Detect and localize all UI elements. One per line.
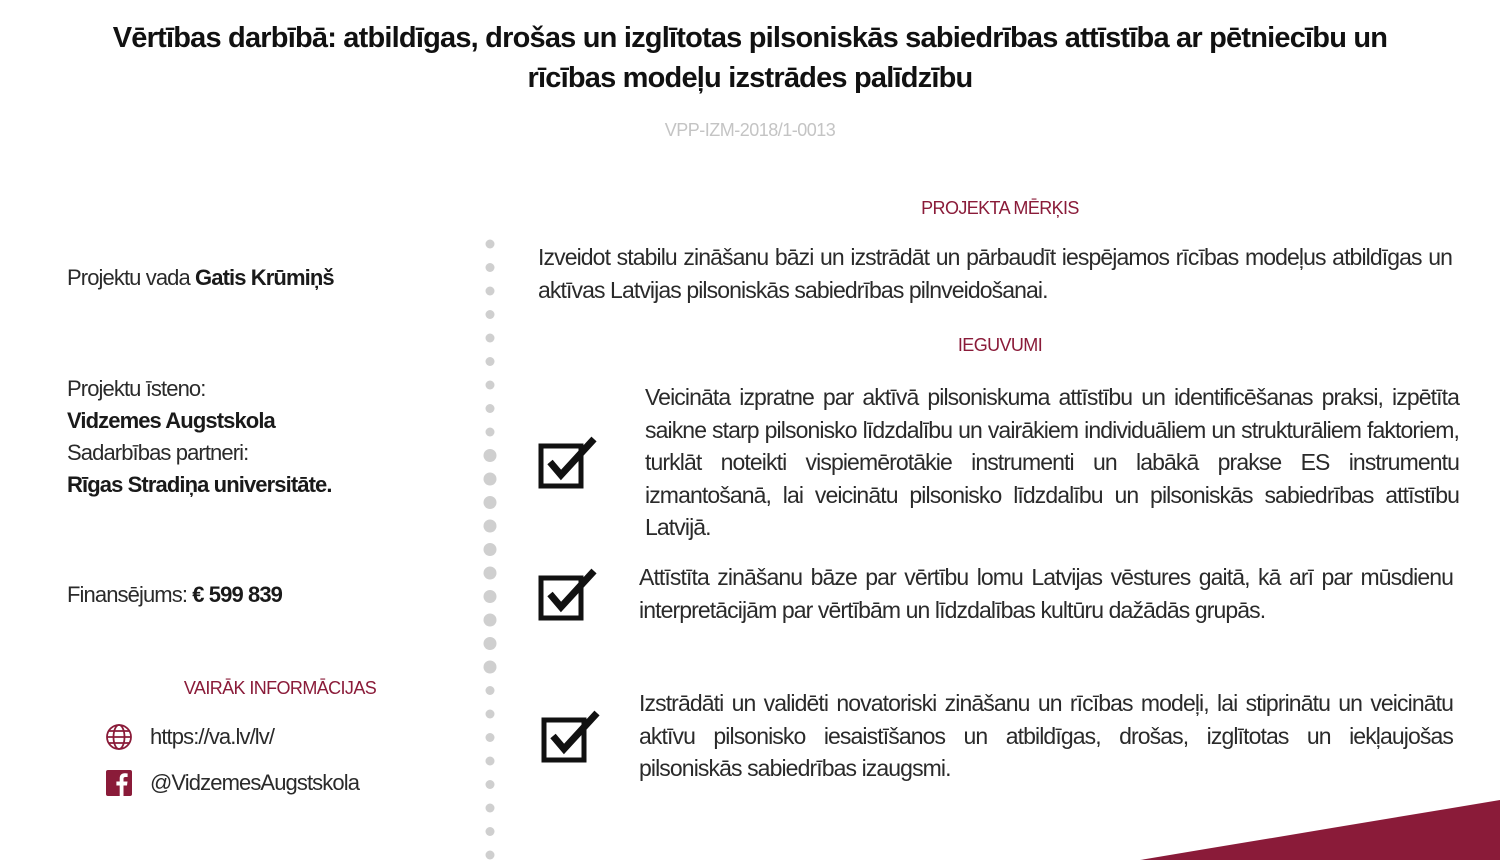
divider-dot xyxy=(486,851,495,860)
divider-dot xyxy=(486,733,495,742)
implementer-name: Vidzemes Augstskola xyxy=(67,408,275,433)
benefits-heading: IEGUVUMI xyxy=(957,335,1043,355)
checkbox-checked-icon xyxy=(541,709,601,765)
funding-label: Finansējums: xyxy=(67,582,188,607)
facebook-link-text[interactable]: @VidzemesAugstskola xyxy=(150,770,360,795)
divider-dot xyxy=(486,381,495,390)
dotted-divider xyxy=(483,236,497,860)
facebook-icon xyxy=(104,768,134,798)
implementer-label: Projektu īsteno: xyxy=(67,376,206,401)
corner-ribbon xyxy=(1080,800,1500,860)
partners-label: Sadarbības partneri: xyxy=(67,440,249,465)
project-lead-name: Gatis Krūmiņš xyxy=(195,265,334,290)
benefit-item: Izstrādāti un validēti novatoriski zināšanu un rīcības modeļi, lai stiprinātu un veicinātu aktīvu pilsonisko iesaistīšanos un atbildīgas, drošas, izglītotas un iekļaujošas pilsoniskās sabiedrības izaugsmi. xyxy=(639,690,1453,781)
divider-dot xyxy=(484,543,497,556)
goal-text: Izveidot stabilu zināšanu bāzi un izstrādāt un pārbaudīt iespējamos rīcības modeļus atbildīgas un aktīvas Latvijas pilsoniskās sabiedrības pilnveidošanai. xyxy=(538,244,1452,303)
checkbox-checked-icon xyxy=(538,435,598,491)
divider-dot xyxy=(486,757,495,766)
partners-name: Rīgas Stradiņa universitāte. xyxy=(67,472,332,497)
divider-dot xyxy=(484,661,497,674)
divider-dot xyxy=(486,804,495,813)
divider-dot xyxy=(486,357,495,366)
divider-dot xyxy=(484,449,497,462)
benefit-item: Veicināta izpratne par aktīvā pilsoniskuma attīstību un identificēšanas praksi, izpētīta saikne starp pilsonisko līdzdalību un vairākiem individuāliem un strukturāliem faktoriem, turklāt noteikti vispiemērotākie instrumenti un labākā prakse ES instrumentu izmantošanā, lai veicinātu pilsonisko līdzdalību un pilsoniskās sabiedrības attīstību Latvijā. xyxy=(645,384,1459,540)
divider-dot xyxy=(484,496,497,509)
divider-dot xyxy=(484,567,497,580)
project-code: VPP-IZM-2018/1-0013 xyxy=(664,120,836,140)
divider-dot xyxy=(484,590,497,603)
divider-dot xyxy=(484,637,497,650)
funding xyxy=(67,579,282,611)
divider-dot xyxy=(486,334,495,343)
divider-dot xyxy=(486,827,495,836)
divider-dot xyxy=(486,686,495,695)
project-lead-label: Projektu vada xyxy=(67,265,190,290)
divider-dot xyxy=(486,404,495,413)
project-implementer-block xyxy=(67,373,332,501)
divider-dot xyxy=(486,240,495,249)
benefit-item: Attīstīta zināšanu bāze par vērtību lomu Latvijas vēstures gaitā, kā arī par mūsdienu interpretācijām par vērtībām un līdzdalības kultūru dažādās grupās. xyxy=(639,564,1453,623)
divider-dot xyxy=(484,520,497,533)
divider-dot xyxy=(484,473,497,486)
project-lead xyxy=(67,262,334,294)
divider-dot xyxy=(486,263,495,272)
divider-dot xyxy=(484,614,497,627)
more-info-heading: VAIRĀK INFORMĀCIJAS xyxy=(183,678,377,698)
divider-dot xyxy=(486,287,495,296)
checkbox-checked-icon xyxy=(538,567,598,623)
divider-dot xyxy=(486,710,495,719)
goal-heading: PROJEKTA MĒRĶIS xyxy=(921,198,1079,218)
website-link[interactable] xyxy=(104,722,274,752)
page-title: Vērtības darbībā: atbildīgas, drošas un izglītotas pilsoniskās sabiedrības attīstība ar pētniecību un rīcības modeļu izstrādes palīdzību xyxy=(112,22,1388,94)
divider-dot xyxy=(486,310,495,319)
website-link-text[interactable]: https://va.lv/lv/ xyxy=(150,724,275,749)
divider-dot xyxy=(486,428,495,437)
facebook-link[interactable] xyxy=(104,768,359,798)
divider-dot xyxy=(486,780,495,789)
funding-value: € 599 839 xyxy=(192,582,283,607)
globe-icon xyxy=(104,722,134,752)
